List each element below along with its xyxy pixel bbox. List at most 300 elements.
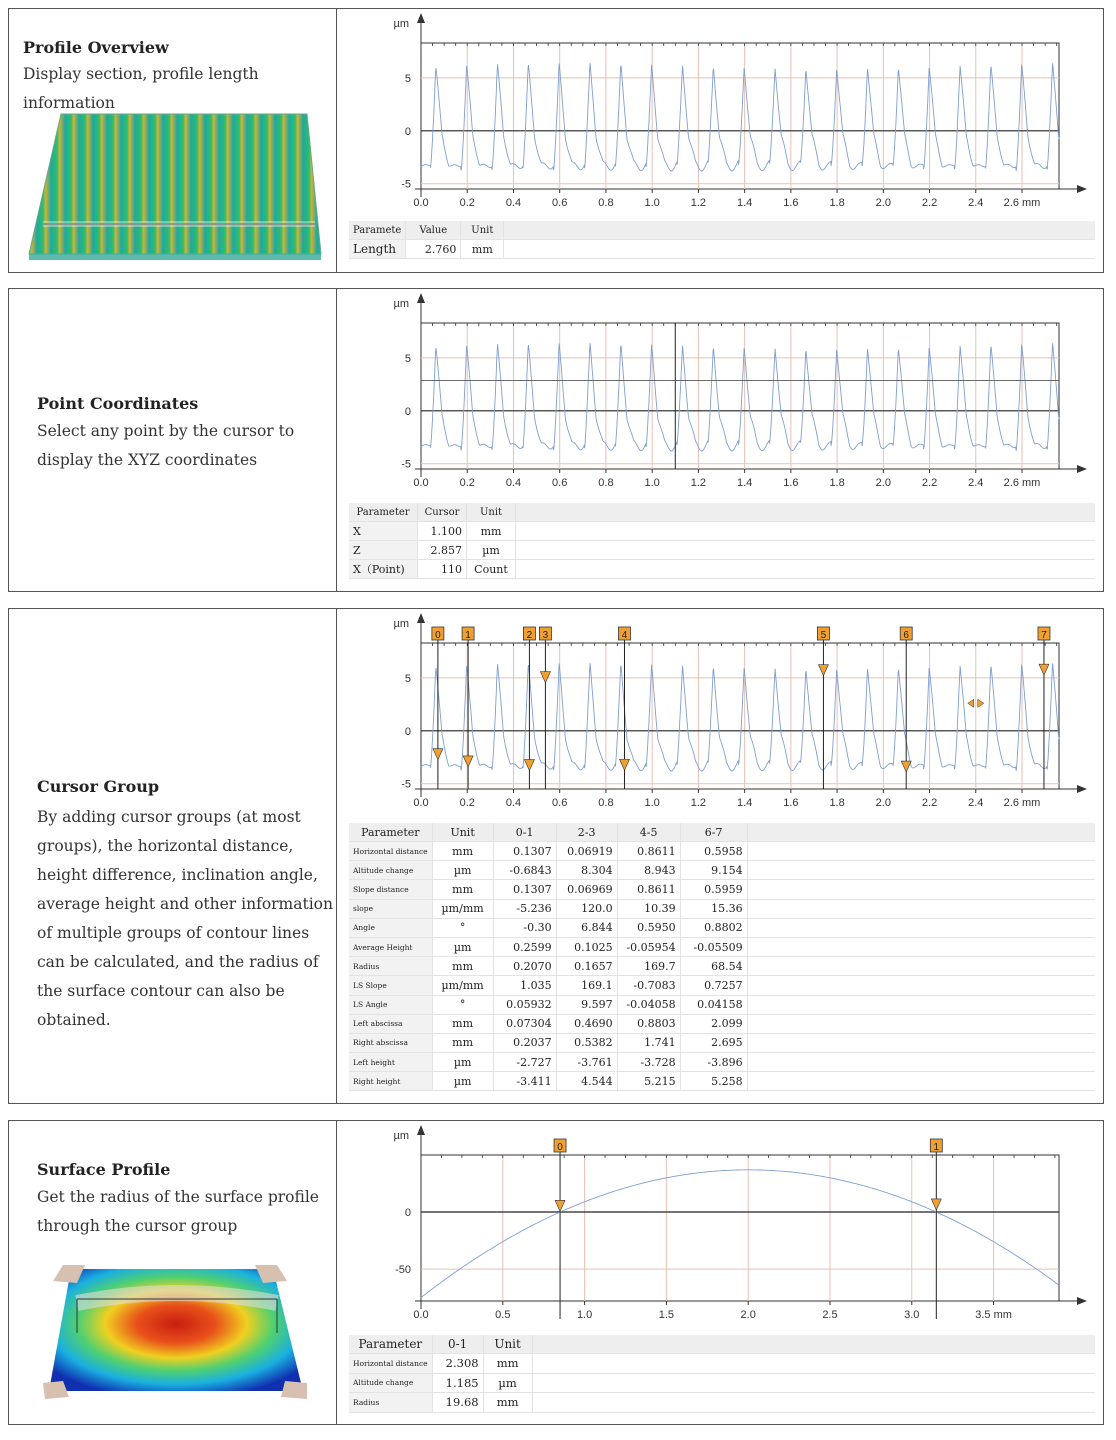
table-row xyxy=(349,1354,1095,1374)
y-unit-label: µm xyxy=(393,18,409,30)
row-filler xyxy=(747,976,1095,995)
cursor-label: 1 xyxy=(933,1142,940,1153)
table-row xyxy=(349,541,1095,560)
x-tick-label: 0.5 xyxy=(495,1309,511,1321)
table-cell: 0.5959 xyxy=(680,880,747,899)
table-cell: µm xyxy=(467,541,516,560)
table-cell: -0.7083 xyxy=(617,976,680,995)
cursor-marker xyxy=(931,1199,941,1210)
x-tick-label: 1.5 xyxy=(658,1309,675,1321)
x-tick-label: 0.6 xyxy=(552,477,568,489)
plot-frame xyxy=(421,323,1059,469)
table-row xyxy=(349,937,1095,956)
cursor-marker xyxy=(555,1200,565,1211)
cursor-label: 7 xyxy=(1041,630,1047,641)
plot-frame xyxy=(421,643,1059,789)
desc-line: average height and other information xyxy=(37,895,333,913)
y-tick-label: 0 xyxy=(404,405,411,418)
table-row xyxy=(349,976,1095,995)
table-row xyxy=(349,995,1095,1014)
table-cell: -3.896 xyxy=(680,1053,747,1072)
x-tick-label: 2.6 mm xyxy=(1003,197,1041,209)
table-cell: 0.05932 xyxy=(493,995,556,1014)
column-header: Unit xyxy=(461,221,504,240)
column-header: Cursor xyxy=(418,503,467,522)
y-tick-label: 0 xyxy=(404,1207,411,1220)
drag-handle-right xyxy=(978,699,984,707)
table-row xyxy=(349,522,1095,541)
x-tick-label: 1.4 xyxy=(736,797,753,809)
x-tick-label: 3.5 mm xyxy=(975,1309,1012,1321)
x-tick-label: 1.4 xyxy=(736,197,753,209)
column-header: 4-5 xyxy=(617,823,680,842)
table-cell: -0.6843 xyxy=(493,861,556,880)
table-cell: 0.1307 xyxy=(493,880,556,899)
table-cell: 2.308 xyxy=(432,1354,483,1374)
row-filler xyxy=(747,1053,1095,1072)
table-row xyxy=(349,1053,1095,1072)
cursor-label: 0 xyxy=(435,630,441,641)
table-cell: 2.760 xyxy=(406,240,461,259)
x-tick-label: 0.2 xyxy=(459,477,475,489)
panel-description xyxy=(9,289,337,591)
cursor-label: 5 xyxy=(820,630,827,641)
cursor-group-chart xyxy=(337,609,1105,821)
plot-frame xyxy=(421,43,1059,189)
table-cell: 8.304 xyxy=(556,861,617,880)
table-cell: ° xyxy=(432,918,493,937)
x-tick-label: 2.4 xyxy=(968,197,984,209)
desc-line: display the XYZ coordinates xyxy=(37,451,258,469)
table-cell: X xyxy=(349,522,418,541)
x-tick-label: 0.4 xyxy=(505,197,522,209)
table-cell: 2.857 xyxy=(418,541,467,560)
table-cell: Average Height xyxy=(349,937,432,956)
table-cell: -5.236 xyxy=(493,899,556,918)
desc-line: obtained. xyxy=(37,1011,111,1029)
row-filler xyxy=(747,937,1095,956)
table-header-row xyxy=(349,823,1095,842)
table-row xyxy=(349,842,1095,861)
panel-title: Cursor Group xyxy=(37,777,160,796)
desc-line: By adding cursor groups (at most xyxy=(37,808,301,826)
table-row xyxy=(349,957,1095,976)
table-cell: 0.5382 xyxy=(556,1033,617,1052)
striped-surface-3d-image xyxy=(23,104,323,264)
x-tick-label: 2.5 xyxy=(822,1309,838,1321)
table-cell: 1.185 xyxy=(432,1373,483,1393)
row-filler xyxy=(747,880,1095,899)
x-axis-arrow xyxy=(1077,465,1087,473)
table-cell: -0.30 xyxy=(493,918,556,937)
table-cell: Angle xyxy=(349,918,432,937)
table-cell: -3.728 xyxy=(617,1053,680,1072)
column-header: Paramete xyxy=(349,221,406,240)
table-cell: 169.7 xyxy=(617,957,680,976)
panel-surface-profile xyxy=(8,1120,1104,1425)
desc-line: can be calculated, and the radius of xyxy=(37,953,319,971)
table-cell: 0.7257 xyxy=(680,976,747,995)
row-filler xyxy=(747,1033,1095,1052)
table-cell: 9.154 xyxy=(680,861,747,880)
table-cell: Horizontal distance xyxy=(349,1354,432,1374)
table-cell: Radius xyxy=(349,1393,432,1413)
table-cell: 10.39 xyxy=(617,899,680,918)
x-tick-label: 2.4 xyxy=(968,477,984,489)
column-header: 6-7 xyxy=(680,823,747,842)
drag-handle-left xyxy=(968,699,974,707)
table-cell: 5.258 xyxy=(680,1072,747,1091)
table-row xyxy=(349,1393,1095,1413)
table-cell: 1.100 xyxy=(418,522,467,541)
x-tick-label: 2.0 xyxy=(740,1309,756,1321)
panel-text xyxy=(37,1183,319,1241)
table-cell: Radius xyxy=(349,957,432,976)
cursor-label: 1 xyxy=(465,630,471,641)
cursor-marker xyxy=(540,672,550,683)
cursor-label: 6 xyxy=(903,630,909,641)
x-axis-arrow xyxy=(1077,185,1087,193)
table-cell: 0.04158 xyxy=(680,995,747,1014)
x-tick-label: 0.2 xyxy=(459,197,475,209)
header-filler xyxy=(532,1335,1095,1354)
cursor-marker xyxy=(901,761,911,772)
row-filler xyxy=(504,240,1095,259)
surface-profile-table xyxy=(349,1335,1095,1413)
profile-line xyxy=(421,663,1059,771)
row-filler xyxy=(747,1072,1095,1091)
y-tick-label: 5 xyxy=(404,72,411,85)
point-coordinates-table xyxy=(349,503,1095,579)
table-cell: 0.07304 xyxy=(493,1014,556,1033)
table-cell: Count xyxy=(467,560,516,579)
panel-text xyxy=(37,417,294,475)
cursor-marker xyxy=(524,760,534,771)
curved-surface-3d-image xyxy=(41,1263,311,1403)
x-tick-label: 2.2 xyxy=(921,477,938,489)
table-cell: ° xyxy=(432,995,493,1014)
table-cell: slope xyxy=(349,899,432,918)
table-cell: mm xyxy=(483,1393,532,1413)
table-row xyxy=(349,1072,1095,1091)
x-tick-label: 1.8 xyxy=(829,197,845,209)
panel-point-coordinates xyxy=(8,288,1104,592)
profile-line xyxy=(421,63,1059,171)
x-axis-arrow xyxy=(1077,1297,1087,1305)
table-cell: 0.2599 xyxy=(493,937,556,956)
x-tick-label: 0.4 xyxy=(505,477,522,489)
row-filler xyxy=(747,918,1095,937)
desc-line: Select any point by the cursor to xyxy=(37,422,295,440)
header-filler xyxy=(516,503,1096,522)
surface-profile-chart xyxy=(337,1121,1105,1333)
x-tick-label: 2.0 xyxy=(875,477,891,489)
point-coordinates-chart xyxy=(337,289,1105,499)
row-filler xyxy=(747,899,1095,918)
table-row xyxy=(349,1014,1095,1033)
table-cell: 110 xyxy=(418,560,467,579)
x-tick-label: 0.0 xyxy=(413,477,429,489)
table-cell: -0.05509 xyxy=(680,937,747,956)
table-header-row xyxy=(349,1335,1095,1354)
panel-profile-overview xyxy=(8,8,1104,273)
table-cell: 2.099 xyxy=(680,1014,747,1033)
x-tick-label: 2.0 xyxy=(875,797,891,809)
y-tick-label: 5 xyxy=(404,672,411,685)
y-axis-arrow xyxy=(417,613,425,623)
table-cell: 1.741 xyxy=(617,1033,680,1052)
panel-title: Point Coordinates xyxy=(37,394,199,413)
table-row xyxy=(349,1373,1095,1393)
table-cell: 0.5950 xyxy=(617,918,680,937)
y-tick-label: -5 xyxy=(401,178,411,191)
panel-text xyxy=(37,803,333,1035)
table-cell: -3.761 xyxy=(556,1053,617,1072)
cursor-label: 0 xyxy=(557,1142,563,1153)
x-tick-label: 1.6 xyxy=(783,197,799,209)
panel-title: Profile Overview xyxy=(23,38,169,57)
table-row xyxy=(349,560,1095,579)
table-cell: -0.04058 xyxy=(617,995,680,1014)
y-tick-label: 0 xyxy=(404,725,411,738)
x-tick-label: 0.0 xyxy=(413,1309,429,1321)
profile-line xyxy=(421,1170,1059,1298)
panel-cursor-group xyxy=(8,608,1104,1104)
cursor-label: 2 xyxy=(526,630,533,641)
table-cell: LS Slope xyxy=(349,976,432,995)
x-tick-label: 2.4 xyxy=(968,797,984,809)
y-unit-label: µm xyxy=(393,1130,409,1142)
cursor-marker xyxy=(1039,664,1049,675)
row-filler xyxy=(516,541,1096,560)
row-filler xyxy=(747,995,1095,1014)
x-tick-label: 1.4 xyxy=(736,477,753,489)
table-cell: 0.8803 xyxy=(617,1014,680,1033)
table-cell: 0.5958 xyxy=(680,842,747,861)
desc-line: of multiple groups of contour lines xyxy=(37,924,310,942)
row-filler xyxy=(532,1373,1095,1393)
table-cell: mm xyxy=(432,957,493,976)
row-filler xyxy=(532,1393,1095,1413)
cursor-marker xyxy=(433,749,443,760)
x-tick-label: 0.6 xyxy=(552,797,568,809)
x-tick-label: 1.6 xyxy=(783,477,799,489)
table-cell: -3.411 xyxy=(493,1072,556,1091)
column-header: 0-1 xyxy=(493,823,556,842)
table-row xyxy=(349,861,1095,880)
x-tick-label: 1.6 xyxy=(783,797,799,809)
table-cell: Left abscissa xyxy=(349,1014,432,1033)
table-cell: µm xyxy=(432,1072,493,1091)
y-tick-label: 0 xyxy=(404,125,411,138)
table-cell: Right abscissa xyxy=(349,1033,432,1052)
x-tick-label: 1.2 xyxy=(690,197,707,209)
y-tick-label: -50 xyxy=(395,1264,411,1277)
x-tick-label: 1.0 xyxy=(644,477,660,489)
row-filler xyxy=(747,957,1095,976)
x-tick-label: 1.0 xyxy=(576,1309,593,1321)
table-cell: 0.1025 xyxy=(556,937,617,956)
table-cell: 0.06969 xyxy=(556,880,617,899)
x-tick-label: 1.8 xyxy=(829,797,845,809)
header-filler xyxy=(747,823,1095,842)
x-tick-label: 0.6 xyxy=(552,197,568,209)
row-filler xyxy=(516,522,1096,541)
x-tick-label: 2.0 xyxy=(875,197,891,209)
table-cell: Z xyxy=(349,541,418,560)
table-cell: mm xyxy=(432,1033,493,1052)
desc-line: through the cursor group xyxy=(37,1217,238,1235)
column-header: Value xyxy=(406,221,461,240)
table-cell: 0.8611 xyxy=(617,880,680,899)
table-cell: 0.8611 xyxy=(617,842,680,861)
x-tick-label: 1.2 xyxy=(690,477,707,489)
table-cell: X（Point) xyxy=(349,560,418,579)
row-filler xyxy=(747,861,1095,880)
table-cell: -2.727 xyxy=(493,1053,556,1072)
table-cell: µm xyxy=(483,1373,532,1393)
x-tick-label: 2.6 mm xyxy=(1003,797,1041,809)
table-cell: 5.215 xyxy=(617,1072,680,1091)
x-tick-label: 2.6 mm xyxy=(1003,477,1041,489)
desc-line: groups), the horizontal distance, xyxy=(37,837,294,855)
cursor-marker xyxy=(619,759,629,770)
x-tick-label: 1.2 xyxy=(690,797,707,809)
table-cell: 0.1657 xyxy=(556,957,617,976)
y-unit-label: µm xyxy=(393,298,409,310)
table-cell: -0.05954 xyxy=(617,937,680,956)
header-filler xyxy=(504,221,1095,240)
table-cell: mm xyxy=(467,522,516,541)
table-header-row xyxy=(349,221,1095,240)
panel-text: Display section, profile length information xyxy=(23,65,259,112)
x-tick-label: 0.8 xyxy=(598,197,614,209)
column-header: 2-3 xyxy=(556,823,617,842)
table-cell: µm/mm xyxy=(432,976,493,995)
table-cell: Left height xyxy=(349,1053,432,1072)
x-tick-label: 2.2 xyxy=(921,197,938,209)
table-cell: Horizontal distance xyxy=(349,842,432,861)
table-cell: mm xyxy=(432,880,493,899)
table-cell: mm xyxy=(432,1014,493,1033)
profile-line xyxy=(421,343,1059,451)
cursor-label: 3 xyxy=(542,630,549,641)
panel-title: Surface Profile xyxy=(37,1160,171,1179)
x-tick-label: 1.0 xyxy=(644,797,660,809)
table-row xyxy=(349,880,1095,899)
y-axis-arrow xyxy=(417,13,425,23)
x-tick-label: 1.0 xyxy=(644,197,660,209)
column-header: Unit xyxy=(432,823,493,842)
table-cell: 0.2070 xyxy=(493,957,556,976)
y-tick-label: -5 xyxy=(401,778,411,791)
x-tick-label: 0.8 xyxy=(598,477,614,489)
y-unit-label: µm xyxy=(393,618,409,630)
table-cell: 0.8802 xyxy=(680,918,747,937)
table-cell: 0.06919 xyxy=(556,842,617,861)
table-cell: µm xyxy=(432,861,493,880)
table-cell: LS Angle xyxy=(349,995,432,1014)
table-cell: 169.1 xyxy=(556,976,617,995)
cursor-label: 4 xyxy=(621,630,628,641)
table-row xyxy=(349,899,1095,918)
table-cell: Slope distance xyxy=(349,880,432,899)
row-filler xyxy=(747,842,1095,861)
length-table xyxy=(349,221,1095,259)
desc-line: height difference, inclination angle, xyxy=(37,866,318,884)
table-cell: 68.54 xyxy=(680,957,747,976)
table-cell: Altitude change xyxy=(349,1373,432,1393)
table-cell: 9.597 xyxy=(556,995,617,1014)
y-axis-arrow xyxy=(417,1125,425,1135)
y-tick-label: 5 xyxy=(404,352,411,365)
table-cell: mm xyxy=(432,842,493,861)
table-cell: 2.695 xyxy=(680,1033,747,1052)
column-header: 0-1 xyxy=(432,1335,483,1354)
x-tick-label: 1.8 xyxy=(829,477,845,489)
table-cell: 0.1307 xyxy=(493,842,556,861)
table-cell: Altitude change xyxy=(349,861,432,880)
table-cell: Right height xyxy=(349,1072,432,1091)
y-axis-arrow xyxy=(417,293,425,303)
table-cell: Length xyxy=(349,240,406,259)
table-cell: 120.0 xyxy=(556,899,617,918)
row-filler xyxy=(747,1014,1095,1033)
plot-frame xyxy=(421,1155,1059,1301)
table-cell: µm xyxy=(432,1053,493,1072)
table-cell: mm xyxy=(483,1354,532,1374)
x-tick-label: 0.4 xyxy=(505,797,522,809)
panel-description xyxy=(9,609,337,1103)
table-cell: 15.36 xyxy=(680,899,747,918)
table-cell: 0.4690 xyxy=(556,1014,617,1033)
column-header: Parameter xyxy=(349,823,432,842)
table-row xyxy=(349,240,1095,259)
table-cell: 19.68 xyxy=(432,1393,483,1413)
x-tick-label: 0.0 xyxy=(413,797,429,809)
table-cell: µm/mm xyxy=(432,899,493,918)
x-tick-label: 0.8 xyxy=(598,797,614,809)
desc-line: Get the radius of the surface profile xyxy=(37,1188,319,1206)
x-tick-label: 0.0 xyxy=(413,197,429,209)
x-axis-arrow xyxy=(1077,785,1087,793)
table-cell: µm xyxy=(432,937,493,956)
table-header-row xyxy=(349,503,1095,522)
row-filler xyxy=(532,1354,1095,1374)
column-header: Unit xyxy=(483,1335,532,1354)
table-cell: 4.544 xyxy=(556,1072,617,1091)
table-row xyxy=(349,918,1095,937)
column-header: Unit xyxy=(467,503,516,522)
desc-line: the surface contour can also be xyxy=(37,982,285,1000)
cursor-group-table xyxy=(349,823,1095,1091)
y-tick-label: -5 xyxy=(401,458,411,471)
x-tick-label: 0.2 xyxy=(459,797,475,809)
table-cell: mm xyxy=(461,240,504,259)
row-filler xyxy=(516,560,1096,579)
table-row xyxy=(349,1033,1095,1052)
table-cell: 8.943 xyxy=(617,861,680,880)
column-header: Parameter xyxy=(349,1335,432,1354)
table-cell: 1.035 xyxy=(493,976,556,995)
x-tick-label: 3.0 xyxy=(904,1309,920,1321)
table-cell: 6.844 xyxy=(556,918,617,937)
profile-overview-chart xyxy=(337,9,1105,229)
table-cell: 0.2037 xyxy=(493,1033,556,1052)
cursor-marker xyxy=(463,756,473,767)
cursor-marker xyxy=(818,665,828,676)
panel-description xyxy=(9,1121,337,1424)
